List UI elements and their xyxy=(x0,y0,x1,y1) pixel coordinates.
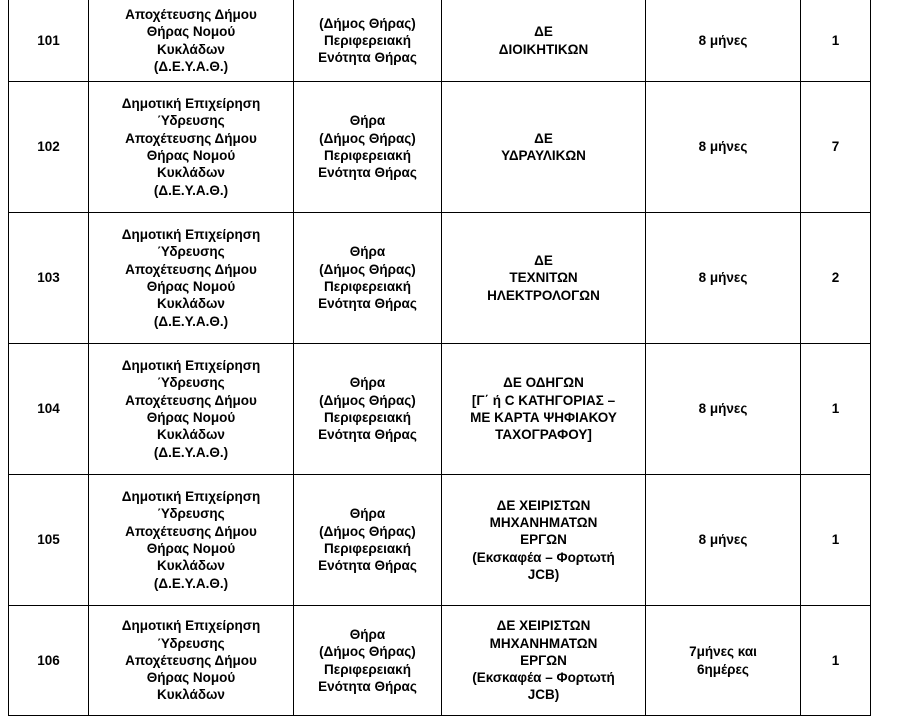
row-duration: 8 μήνες xyxy=(646,344,801,475)
table-row xyxy=(9,344,871,475)
row-index: 103 xyxy=(9,213,89,344)
row-organization: Δημοτική Επιχείρηση Ύδρευσης Αποχέτευσης Δήμου Θήρας Νομού Κυκλάδων (Δ.Ε.Υ.Α.Θ.) xyxy=(89,213,294,344)
table-body xyxy=(9,0,871,716)
row-index: 104 xyxy=(9,344,89,475)
row-specialty: ΔΕ ΥΔΡΑΥΛΙΚΩΝ xyxy=(442,82,646,213)
row-index: 106 xyxy=(9,606,89,716)
row-specialty: ΔΕ ΧΕΙΡΙΣΤΩΝ ΜΗΧΑΝΗΜΑΤΩΝ ΕΡΓΩΝ (Εκσκαφέα – Φορτωτή JCB) xyxy=(442,606,646,716)
row-organization: Αποχέτευσης Δήμου Θήρας Νομού Κυκλάδων (Δ.Ε.Υ.Α.Θ.) xyxy=(89,0,294,82)
row-organization: Δημοτική Επιχείρηση Ύδρευσης Αποχέτευσης Δήμου Θήρας Νομού Κυκλάδων (Δ.Ε.Υ.Α.Θ.) xyxy=(89,344,294,475)
row-organization: Δημοτική Επιχείρηση Ύδρευσης Αποχέτευσης Δήμου Θήρας Νομού Κυκλάδων (Δ.Ε.Υ.Α.Θ.) xyxy=(89,475,294,606)
table-row xyxy=(9,213,871,344)
row-duration: 8 μήνες xyxy=(646,213,801,344)
row-specialty: ΔΕ ΤΕΧΝΙΤΩΝ ΗΛΕΚΤΡΟΛΟΓΩΝ xyxy=(442,213,646,344)
row-count: 2 xyxy=(801,213,871,344)
row-place: Θήρα (Δήμος Θήρας) Περιφερειακή Ενότητα Θήρας xyxy=(294,606,442,716)
row-index: 101 xyxy=(9,0,89,82)
row-specialty: ΔΕ ΔΙΟΙΚΗΤΙΚΩΝ xyxy=(442,0,646,82)
row-count: 7 xyxy=(801,82,871,213)
row-count: 1 xyxy=(801,0,871,82)
table-row xyxy=(9,606,871,716)
row-duration: 8 μήνες xyxy=(646,82,801,213)
row-organization: Δημοτική Επιχείρηση Ύδρευσης Αποχέτευσης Δήμου Θήρας Νομού Κυκλάδων (Δ.Ε.Υ.Α.Θ.) xyxy=(89,82,294,213)
table-row xyxy=(9,475,871,606)
row-count: 1 xyxy=(801,344,871,475)
row-count: 1 xyxy=(801,475,871,606)
row-place: Θήρα (Δήμος Θήρας) Περιφερειακή Ενότητα Θήρας xyxy=(294,344,442,475)
row-specialty: ΔΕ ΟΔΗΓΩΝ [Γ΄ ή C ΚΑΤΗΓΟΡΙΑΣ – ΜΕ ΚΑΡΤΑ ΨΗΦΙΑΚΟΥ ΤΑΧΟΓΡΑΦΟΥ] xyxy=(442,344,646,475)
row-organization: Δημοτική Επιχείρηση Ύδρευσης Αποχέτευσης Δήμου Θήρας Νομού Κυκλάδων xyxy=(89,606,294,716)
vacancies-table xyxy=(8,0,871,716)
row-duration: 8 μήνες xyxy=(646,475,801,606)
row-place: Θήρα (Δήμος Θήρας) Περιφερειακή Ενότητα Θήρας xyxy=(294,213,442,344)
row-index: 105 xyxy=(9,475,89,606)
row-place: Θήρα (Δήμος Θήρας) Περιφερειακή Ενότητα Θήρας xyxy=(294,82,442,213)
row-specialty: ΔΕ ΧΕΙΡΙΣΤΩΝ ΜΗΧΑΝΗΜΑΤΩΝ ΕΡΓΩΝ (Εκσκαφέα – Φορτωτή JCB) xyxy=(442,475,646,606)
row-place: (Δήμος Θήρας) Περιφερειακή Ενότητα Θήρας xyxy=(294,0,442,82)
row-place: Θήρα (Δήμος Θήρας) Περιφερειακή Ενότητα Θήρας xyxy=(294,475,442,606)
table-row xyxy=(9,0,871,82)
row-index: 102 xyxy=(9,82,89,213)
row-duration: 8 μήνες xyxy=(646,0,801,82)
row-duration: 7μήνες και 6ημέρες xyxy=(646,606,801,716)
table-row xyxy=(9,82,871,213)
row-count: 1 xyxy=(801,606,871,716)
